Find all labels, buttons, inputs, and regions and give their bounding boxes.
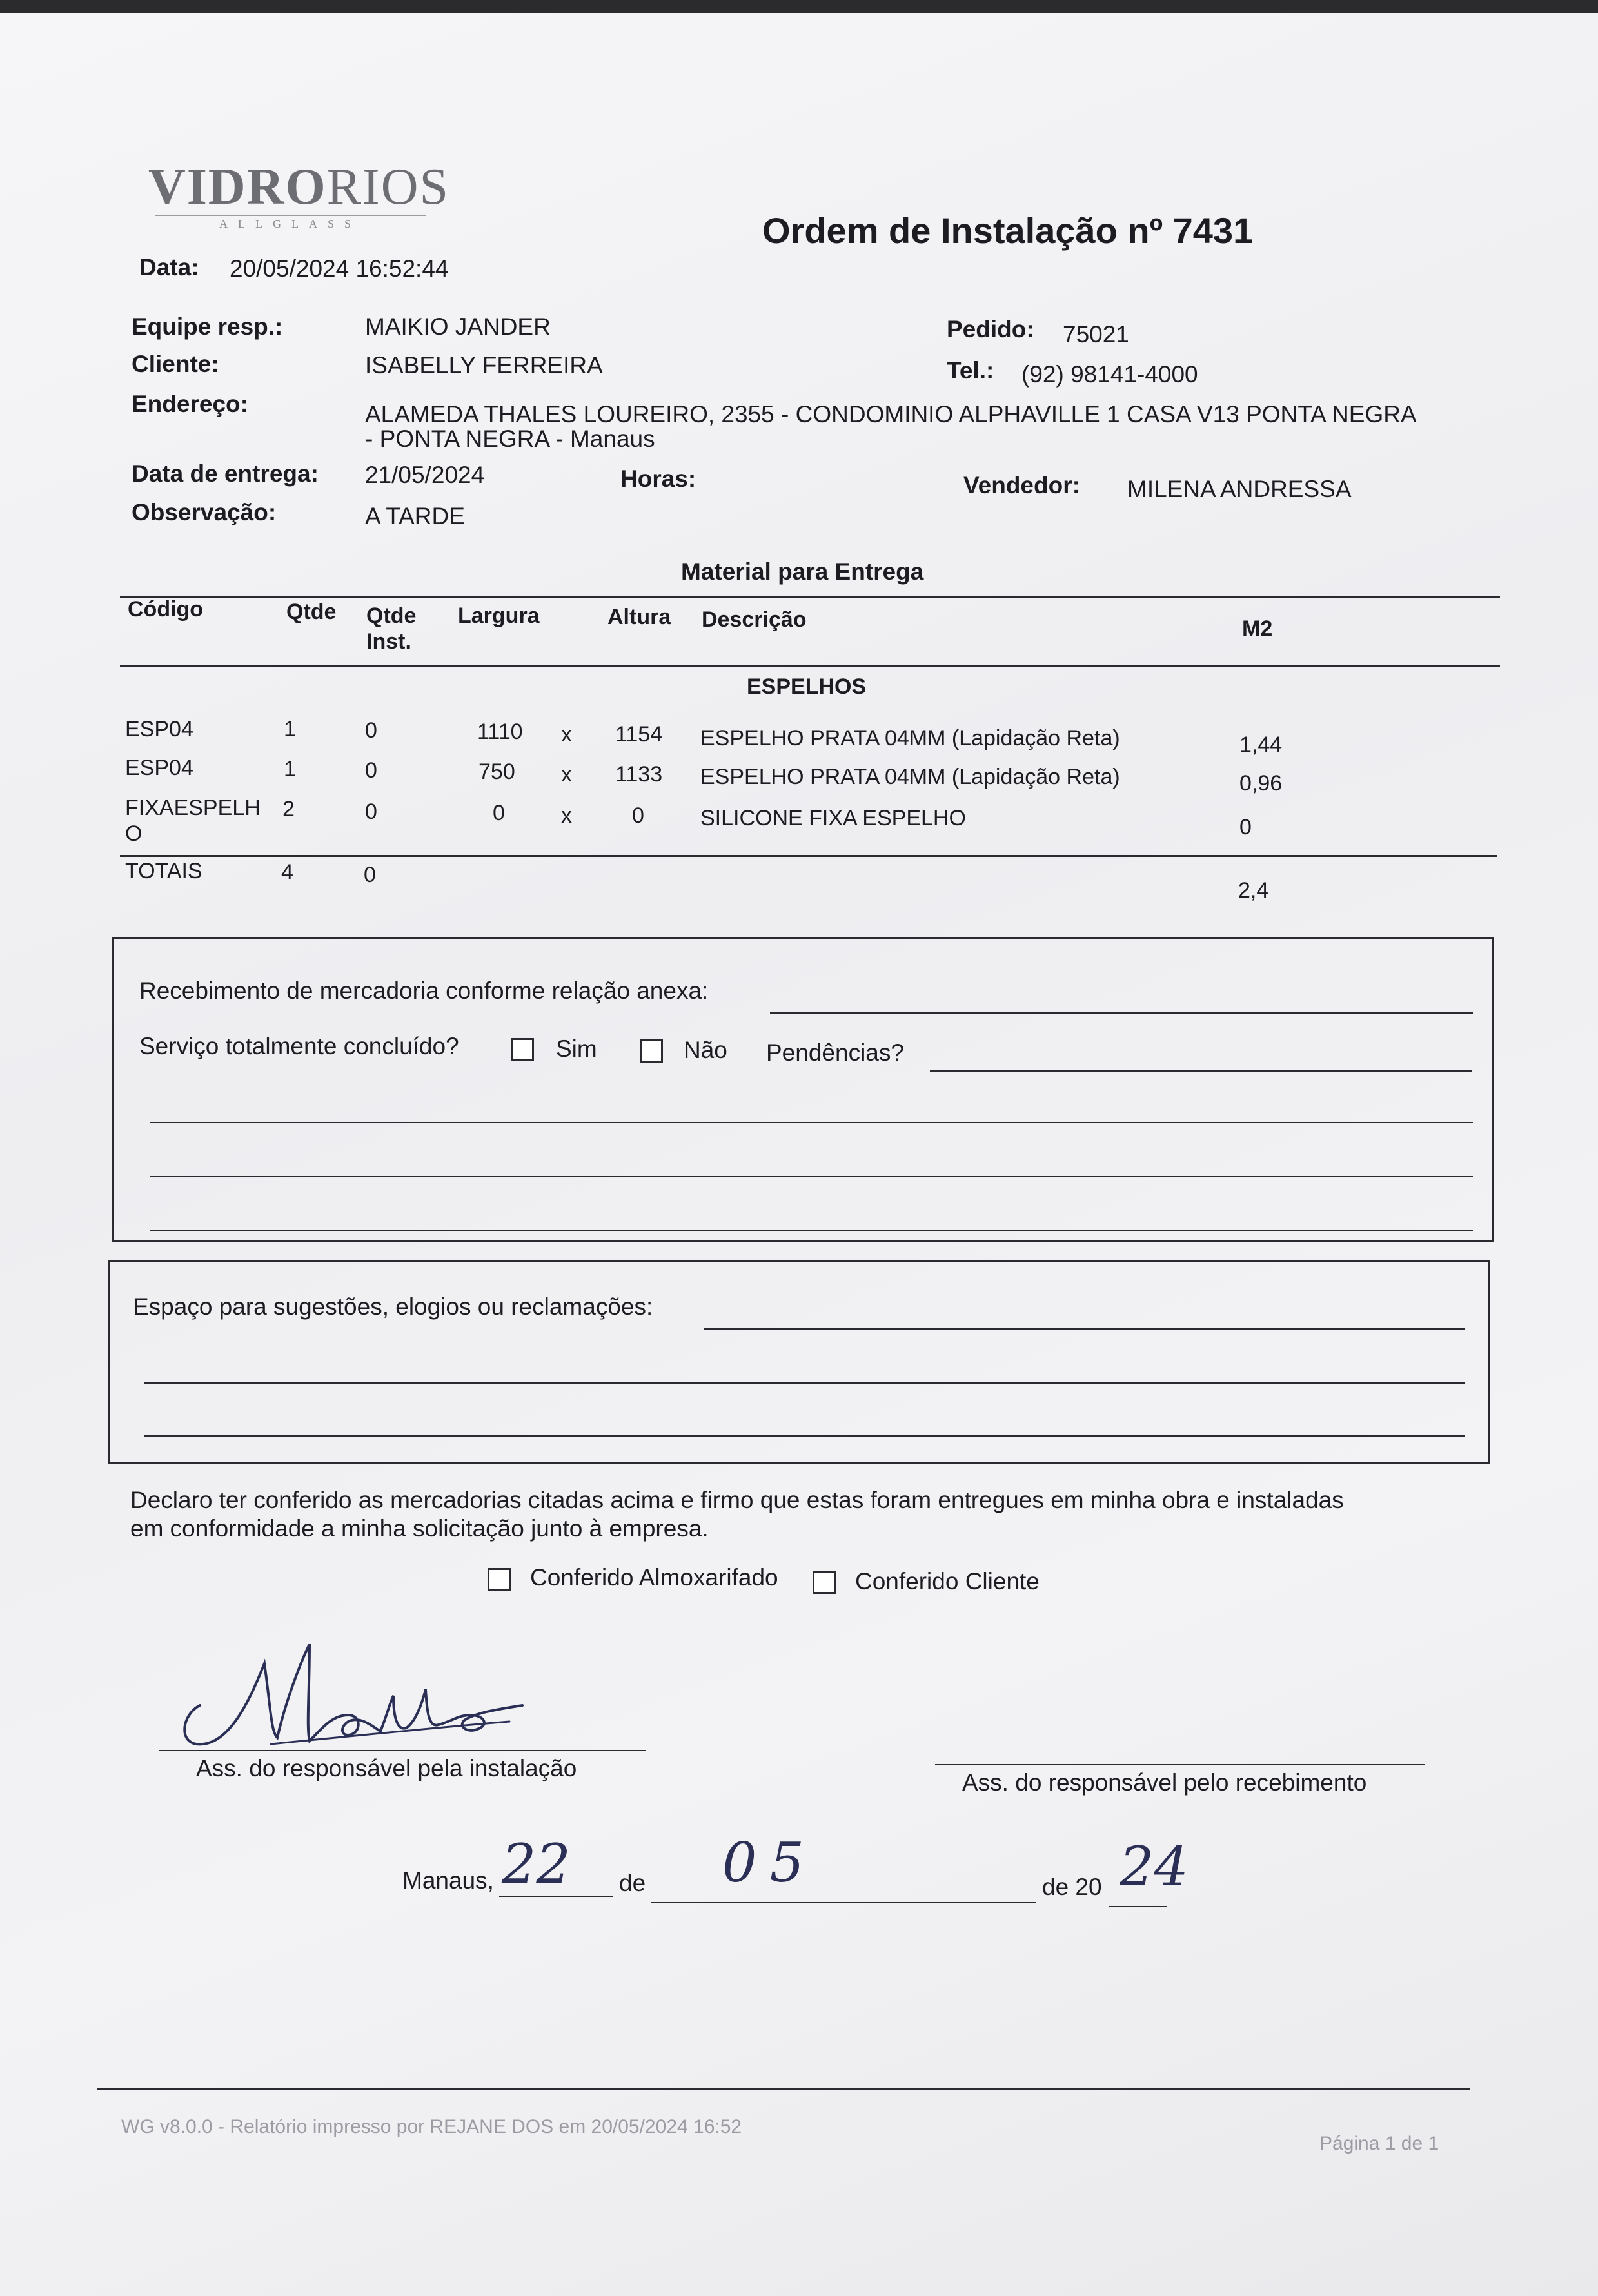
vendedor-value: MILENA ANDRESSA	[1127, 476, 1352, 502]
row3-m2: 0	[1239, 815, 1252, 839]
receiver-signature-label: Ass. do responsável pelo recebimento	[962, 1769, 1367, 1796]
recebimento-label: Recebimento de mercadoria conforme relação anexa:	[139, 977, 709, 1004]
totals-m2: 2,4	[1238, 878, 1269, 903]
data-label: Data:	[139, 254, 199, 280]
cliente-label: Cliente:	[132, 351, 219, 377]
observacao-value: A TARDE	[365, 503, 465, 529]
date-de1: de	[619, 1870, 646, 1896]
sim-checkbox[interactable]	[511, 1038, 534, 1061]
endereco-label: Endereço:	[132, 391, 248, 417]
date-day-line[interactable]	[499, 1896, 613, 1897]
table-top-rule	[120, 596, 1500, 598]
installer-signature-label: Ass. do responsável pela instalação	[196, 1755, 577, 1781]
conferido-cliente-checkbox[interactable]	[813, 1571, 836, 1594]
date-de2: de 20	[1042, 1874, 1102, 1900]
recebimento-line[interactable]	[770, 1012, 1473, 1014]
pedido-label: Pedido:	[947, 316, 1034, 342]
totals-qtde-inst: 0	[364, 863, 376, 887]
totals-label: TOTAIS	[125, 859, 202, 883]
logo-light-text: RIOS	[326, 159, 449, 215]
row3-x: x	[561, 803, 572, 828]
row1-qtde-inst: 0	[365, 718, 377, 743]
material-section-title: Material para Entrega	[681, 558, 924, 585]
group-espelhos: ESPELHOS	[747, 674, 867, 699]
suggestions-line-3[interactable]	[144, 1435, 1465, 1437]
col-largura: Largura	[458, 603, 540, 628]
data-value: 20/05/2024 16:52:44	[230, 255, 449, 282]
entrega-label: Data de entrega:	[132, 460, 319, 487]
tel-value: (92) 98141-4000	[1021, 361, 1198, 388]
row1-altura: 1154	[615, 722, 663, 747]
document-page	[0, 13, 1598, 2296]
table-totals-rule	[120, 855, 1497, 857]
equipe-label: Equipe resp.:	[132, 313, 283, 340]
row3-codigo: FIXAESPELH	[125, 796, 261, 820]
entrega-value: 21/05/2024	[365, 462, 485, 488]
col-qtde-inst: Qtde	[366, 603, 417, 628]
suggestions-box	[108, 1260, 1490, 1464]
row3-qtde: 2	[282, 797, 295, 821]
endereco-line1: ALAMEDA THALES LOUREIRO, 2355 - CONDOMINIO ALPHAVILLE 1 CASA V13 PONTA NEGRA	[365, 401, 1417, 427]
horas-label: Horas:	[620, 466, 696, 492]
tel-label: Tel.:	[947, 357, 994, 384]
receipt-line-2[interactable]	[150, 1176, 1473, 1177]
logo-bold-text: VIDRO	[148, 159, 327, 215]
footer-rule	[97, 2088, 1470, 2090]
receipt-line-3[interactable]	[150, 1230, 1473, 1231]
pedido-value: 75021	[1063, 321, 1129, 348]
row2-x: x	[561, 762, 572, 787]
col-descricao: Descrição	[702, 607, 807, 632]
row3-altura: 0	[632, 803, 644, 828]
declaration-line2: em conformidade a minha solicitação junto à empresa.	[130, 1515, 709, 1542]
row3-largura: 0	[493, 801, 505, 825]
footer-printed-by: WG v8.0.0 - Relatório impresso por REJANE DOS em 20/05/2024 16:52	[121, 2116, 742, 2137]
date-month: 05	[722, 1831, 817, 1894]
sim-label: Sim	[556, 1035, 597, 1062]
receiver-signature-line[interactable]	[935, 1764, 1425, 1765]
totals-qtde: 4	[281, 860, 293, 885]
installer-signature	[174, 1618, 522, 1760]
row2-m2: 0,96	[1239, 771, 1283, 796]
row1-qtde: 1	[284, 717, 296, 741]
row3-qtde-inst: 0	[365, 800, 377, 824]
logo-tagline: ALLGLASS	[155, 215, 426, 231]
col-codigo: Código	[128, 597, 204, 622]
col-qtde-inst-2: Inst.	[366, 629, 411, 654]
row2-codigo: ESP04	[125, 756, 193, 780]
conferido-cliente-label: Conferido Cliente	[855, 1568, 1040, 1594]
declaration-line1: Declaro ter conferido as mercadorias citadas acima e firmo que estas foram entregues em minha obra e instaladas	[130, 1487, 1344, 1513]
suggestions-line-1[interactable]	[704, 1328, 1465, 1330]
endereco-line2: - PONTA NEGRA - Manaus	[365, 426, 655, 452]
date-year-line[interactable]	[1109, 1906, 1167, 1907]
nao-label: Não	[684, 1037, 727, 1063]
footer-page: Página 1 de 1	[1319, 2133, 1439, 2154]
document-title: Ordem de Instalação nº 7431	[762, 210, 1254, 251]
nao-checkbox[interactable]	[640, 1039, 663, 1063]
table-header-rule	[120, 665, 1500, 667]
col-qtde: Qtde	[286, 600, 337, 624]
suggestions-label: Espaço para sugestões, elogios ou reclamações:	[133, 1293, 653, 1320]
row1-descricao: ESPELHO PRATA 04MM (Lapidação Reta)	[700, 726, 1120, 751]
conferido-almoxarifado-label: Conferido Almoxarifado	[530, 1564, 778, 1591]
col-altura: Altura	[607, 605, 671, 629]
row2-altura: 1133	[615, 762, 663, 787]
row3-codigo-cont: O	[125, 821, 143, 846]
pendencias-label: Pendências?	[766, 1039, 904, 1066]
row1-largura: 1110	[477, 720, 523, 744]
row1-codigo: ESP04	[125, 717, 193, 741]
vendedor-label: Vendedor:	[963, 472, 1080, 498]
conferido-almoxarifado-checkbox[interactable]	[488, 1568, 511, 1591]
col-m2: M2	[1242, 616, 1273, 641]
observacao-label: Observação:	[132, 499, 277, 525]
row1-x: x	[561, 722, 572, 747]
suggestions-line-2[interactable]	[144, 1382, 1465, 1384]
installer-signature-line[interactable]	[159, 1750, 646, 1751]
row2-descricao: ESPELHO PRATA 04MM (Lapidação Reta)	[700, 765, 1120, 789]
date-month-line[interactable]	[651, 1902, 1036, 1903]
date-city-label: Manaus,	[402, 1867, 494, 1894]
row2-qtde: 1	[284, 757, 296, 781]
pendencias-line[interactable]	[930, 1070, 1472, 1072]
company-logo	[148, 158, 449, 230]
equipe-value: MAIKIO JANDER	[365, 313, 551, 340]
cliente-value: ISABELLY FERREIRA	[365, 352, 603, 378]
date-year: 24	[1120, 1835, 1189, 1898]
row2-largura: 750	[478, 760, 515, 784]
servico-label: Serviço totalmente concluído?	[139, 1033, 459, 1059]
date-day: 22	[502, 1832, 571, 1896]
receipt-line-1[interactable]	[150, 1122, 1473, 1123]
row2-qtde-inst: 0	[365, 758, 377, 783]
row1-m2: 1,44	[1239, 732, 1283, 757]
row3-descricao: SILICONE FIXA ESPELHO	[700, 806, 966, 830]
